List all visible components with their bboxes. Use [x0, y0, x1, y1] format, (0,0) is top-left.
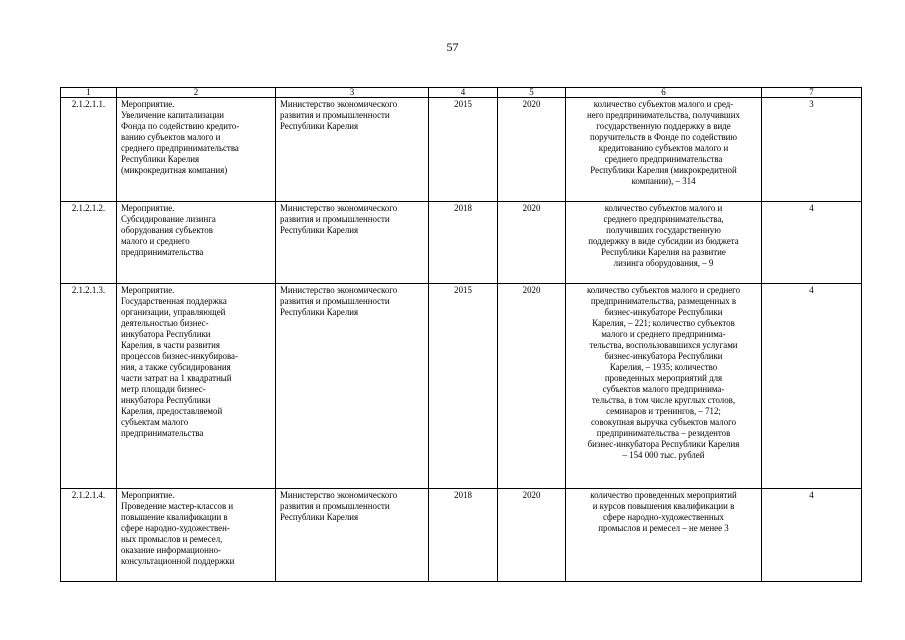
responsible-executor — [276, 489, 429, 582]
text-line: государственную поддержку в виде — [596, 121, 731, 131]
text-line: Республики Карелия — [280, 225, 359, 235]
text-line: организации, управляющей — [121, 307, 226, 317]
text-line: субъектов малого предпринима- — [602, 384, 725, 394]
column-number-5: 5 — [498, 88, 566, 98]
text-line: – 154 000 тыс. рублей — [622, 450, 705, 460]
text-line: консультационной поддержки — [121, 556, 235, 566]
expected-result — [566, 202, 762, 284]
text-line: Карелия, – 221; количество субъектов — [592, 318, 735, 328]
indicator-number: 4 — [762, 202, 862, 284]
activity-code: 2.1.2.1.1. — [61, 98, 117, 202]
text-line: деятельностью бизнес- — [121, 318, 209, 328]
expected-result — [566, 489, 762, 582]
text-line: повышение квалификации в — [121, 512, 228, 522]
activity-name — [117, 284, 276, 489]
text-line: количество проведенных мероприятий — [590, 490, 737, 500]
table-row — [61, 98, 862, 202]
text-line: развития и промышленности — [280, 110, 390, 120]
text-line: бизнес-инкубатора Республики — [604, 351, 723, 361]
text-line: кредитованию субъектов малого и — [598, 143, 729, 153]
activity-code: 2.1.2.1.4. — [61, 489, 117, 582]
text-line: Увеличение капитализации — [121, 110, 224, 120]
text-line: бизнес-инкубатора Республики Карелия — [587, 439, 740, 449]
text-line: среднего предпринимательства — [121, 143, 239, 153]
text-line: него предпринимательства, получивших — [587, 110, 740, 120]
text-line: сфере народно-художественных — [603, 512, 724, 522]
text-line: Мероприятие. — [121, 285, 175, 295]
text-line: Республики Карелия — [121, 154, 200, 164]
text-line: развития и промышленности — [280, 296, 390, 306]
text-line: оказание информационно- — [121, 545, 221, 555]
text-line: количество субъектов малого и — [604, 203, 723, 213]
text-line: Министерство экономического — [280, 285, 398, 295]
text-line: поручительств в Фонде по содействию — [589, 132, 738, 142]
text-line: компании), – 314 — [631, 176, 696, 186]
responsible-executor — [276, 98, 429, 202]
text-line: семинаров и тренингов, – 712; — [606, 406, 721, 416]
text-line: процессов бизнес-инкубирова- — [121, 351, 238, 361]
text-line: развития и промышленности — [280, 501, 390, 511]
text-line: Республики Карелия — [280, 121, 359, 131]
end-year: 2020 — [498, 98, 566, 202]
indicator-number: 4 — [762, 489, 862, 582]
text-line: Республики Карелия — [280, 307, 359, 317]
activity-name — [117, 489, 276, 582]
text-line: части затрат на 1 квадратный — [121, 373, 232, 383]
program-activities-table — [60, 87, 862, 582]
text-line: предпринимательства — [121, 247, 204, 257]
text-line: Министерство экономического — [280, 490, 398, 500]
indicator-number: 4 — [762, 284, 862, 489]
responsible-executor — [276, 284, 429, 489]
text-line: бизнес-инкубаторе Республики — [604, 307, 723, 317]
table-row — [61, 202, 862, 284]
text-line: совокупная выручка субъектов малого — [590, 417, 737, 427]
column-number-2: 2 — [117, 88, 276, 98]
text-line: Карелия, в части развития — [121, 340, 220, 350]
text-line: предпринимательства, размещенных в — [590, 296, 737, 306]
activity-name — [117, 98, 276, 202]
text-line: Республики Карелия — [280, 512, 359, 522]
text-line: тельства, в том числе круглых столов, — [591, 395, 736, 405]
page-number: 57 — [446, 40, 459, 54]
text-line: ванию субъектов малого и — [121, 132, 221, 142]
text-line: промыслов и ремесел – не менее 3 — [598, 523, 729, 533]
text-line: Государственная поддержка — [121, 296, 227, 306]
text-line: инкубатора Республики — [121, 329, 211, 339]
text-line: Карелия, – 1935; количество — [609, 362, 718, 372]
text-line: предпринимательства – резидентов — [596, 428, 731, 438]
text-line: ния, а также субсидирования — [121, 362, 231, 372]
responsible-executor — [276, 202, 429, 284]
text-line: Министерство экономического — [280, 99, 398, 109]
text-line: метр площади бизнес- — [121, 384, 206, 394]
column-number-1: 1 — [61, 88, 117, 98]
text-line: Мероприятие. — [121, 99, 175, 109]
text-line: развития и промышленности — [280, 214, 390, 224]
text-line: Карелия, предоставляемой — [121, 406, 223, 416]
text-line: Мероприятие. — [121, 203, 175, 213]
text-line: малого и среднего — [121, 236, 190, 246]
text-line: количество субъектов малого и сред- — [593, 99, 734, 109]
text-line: количество субъектов малого и среднего — [586, 285, 741, 295]
expected-result — [566, 98, 762, 202]
activity-code: 2.1.2.1.2. — [61, 202, 117, 284]
column-number-7: 7 — [762, 88, 862, 98]
text-line: Фонда по содействию кредито- — [121, 121, 240, 131]
activity-name — [117, 202, 276, 284]
end-year: 2020 — [498, 489, 566, 582]
text-line: сфере народно-художествен- — [121, 523, 230, 533]
text-line: Министерство экономического — [280, 203, 398, 213]
activity-code: 2.1.2.1.3. — [61, 284, 117, 489]
text-line: лизинга оборудования, – 9 — [613, 258, 714, 268]
indicator-number: 3 — [762, 98, 862, 202]
column-number-3: 3 — [276, 88, 429, 98]
column-number-6: 6 — [566, 88, 762, 98]
text-line: и курсов повышения квалификации в — [592, 501, 735, 511]
text-line: Республики Карелия на развитие — [601, 247, 726, 257]
text-line: Субсидирование лизинга — [121, 214, 216, 224]
text-line: инкубатора Республики — [121, 395, 211, 405]
text-line: ных промыслов и ремесел, — [121, 534, 223, 544]
end-year: 2020 — [498, 284, 566, 489]
text-line: Республики Карелия (микрокредитной — [590, 165, 737, 175]
text-line: субъектам малого — [121, 417, 189, 427]
text-line: (микрокредитная компания) — [121, 165, 228, 175]
text-line: предпринимательства — [121, 428, 204, 438]
text-line: поддержку в виде субсидии из бюджета — [588, 236, 739, 246]
table-row — [61, 489, 862, 582]
start-year: 2015 — [429, 98, 498, 202]
text-line: получивших государственную — [606, 225, 721, 235]
end-year: 2020 — [498, 202, 566, 284]
start-year: 2015 — [429, 284, 498, 489]
text-line: Проведение мастер-классов и — [121, 501, 234, 511]
text-line: среднего предпринимательства — [604, 154, 723, 164]
text-line: проведенных мероприятий для — [604, 373, 723, 383]
start-year: 2018 — [429, 489, 498, 582]
expected-result — [566, 284, 762, 489]
table-row — [61, 284, 862, 489]
table-header-row — [61, 88, 862, 98]
text-line: среднего предпринимательства, — [603, 214, 724, 224]
text-line: Мероприятие. — [121, 490, 175, 500]
column-number-4: 4 — [429, 88, 498, 98]
text-line: оборудования субъектов — [121, 225, 213, 235]
text-line: малого и среднего предпринима- — [601, 329, 726, 339]
text-line: тельства, воспользовавшихся услугами — [589, 340, 738, 350]
start-year: 2018 — [429, 202, 498, 284]
